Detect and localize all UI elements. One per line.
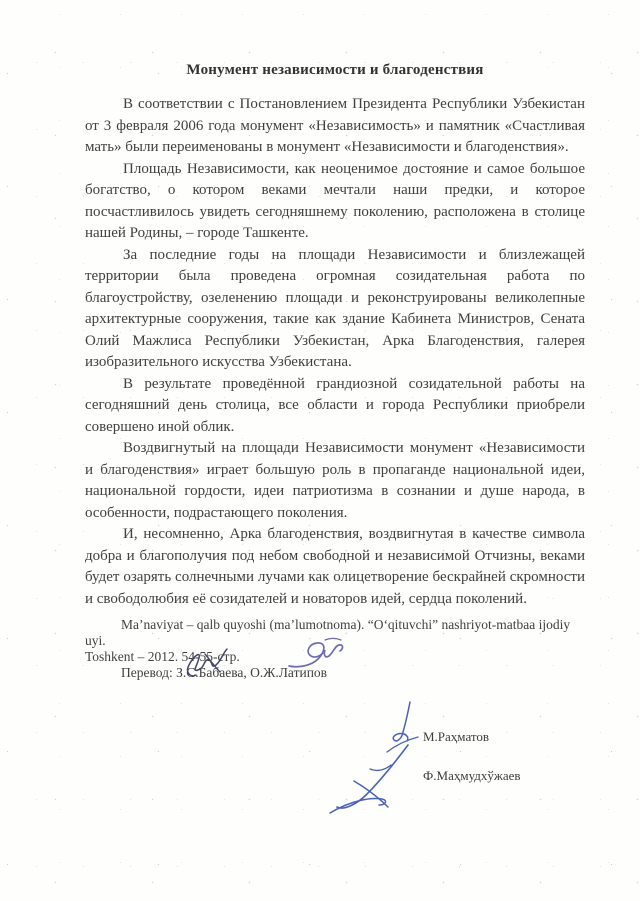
document-body <box>85 0 585 681</box>
body-paragraph: И, несомненно, Арка благоденствия, воздвигнутая в качестве символа добра и благополучия под небом свободной и независимой Отчизны, веками будет озарять солнечными лучами как олицетворение бескрайней скромности и свободолюбия её созидателей и новаторов идей, сердца поколений. <box>85 526 585 607</box>
body-paragraph: В результате проведённой грандиозной созидательной работы на сегодняшний день столица, все области и города Республики приобрели совершено иной облик. <box>85 375 585 435</box>
translator-signature-ink <box>281 635 351 677</box>
citation-translators: Перевод: З.С.Бабаева, О.Ж.Латипов <box>121 665 328 680</box>
citation-source: Ma’naviyat – qalb quyoshi (ma’lumotnoma). “O‘qituvchi” nashriyot-matbaa ijodiy uyi. <box>85 617 571 648</box>
translator-signature-ink <box>182 641 244 683</box>
body-paragraph: За последние годы на площади Независимости и близлежащей территории была проведена огромная созидательная работа по благоустройству, озеленению площади и реконструированы великолепные архитектурные сооружения, такие как здание Кабинета Министров, Сената Олий Мажлиса Республики Узбекистан, Арка Благоденствия, галерея изобразительного искусства Узбекистана. <box>85 246 585 370</box>
signatory-name: Ф.Маҳмудхўжаев <box>423 768 521 783</box>
citation-publisher: Toshkent – 2012. 54-55-стр. <box>85 649 240 664</box>
body-paragraph: В соответствии с Постановлением Президента Республики Узбекистан от 3 февраля 2006 года монумент «Независимость» и памятник «Счастливая мать» были переименованы в монумент «Независимости и благоденствия». <box>85 96 585 155</box>
body-paragraph: Воздвигнутый на площади Независимости монумент «Независимости и благоденствия» играет большую роль в пропаганде национальной идеи, национальной гордости, идеи патриотизма в сознании и душе народа, в особенности, подрастающего поколения. <box>85 440 585 521</box>
body-paragraph: Площадь Независимости, как неоценимое достояние и самое большое богатство, о котором веками мечтали наши предки, и которое посчастливилось увидеть сегодняшнему поколению, расположена в столице нашей Родины, – городе Ташкенте. <box>85 160 585 241</box>
signatory-name: М.Раҳматов <box>423 729 490 744</box>
citation-block <box>85 617 585 681</box>
document-title: Монумент независимости и благоденствия <box>186 62 484 78</box>
